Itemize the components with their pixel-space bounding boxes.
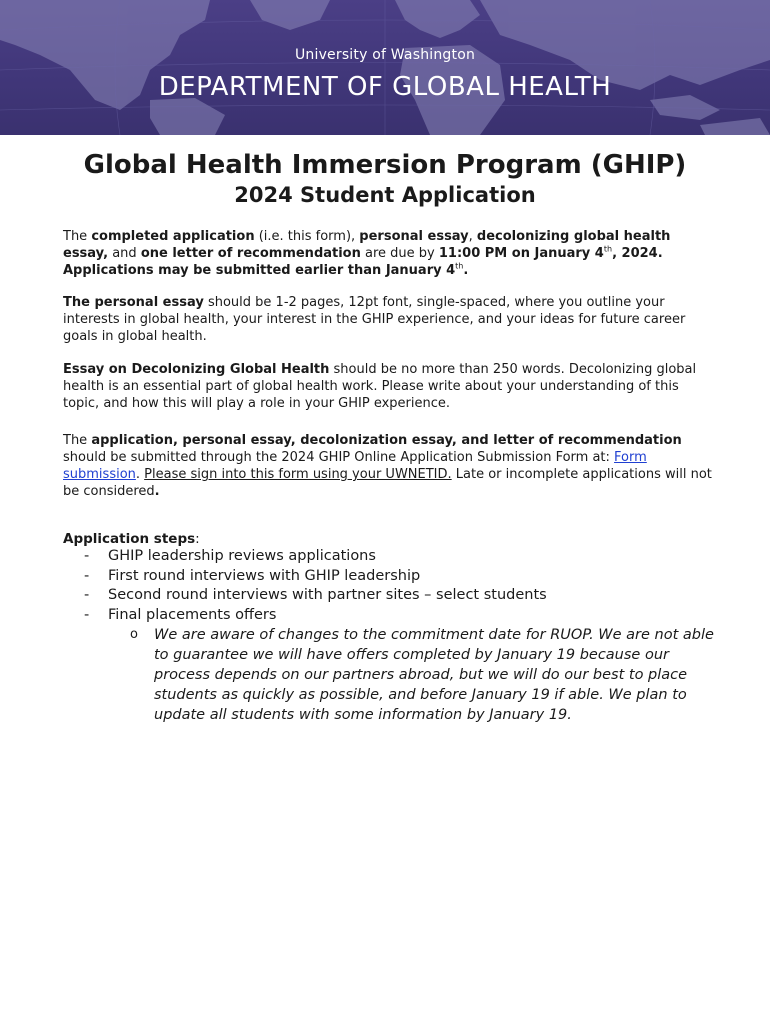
intro-deadline: 11:00 PM on January 4 (438, 246, 604, 261)
intro-text: are due by (360, 246, 439, 261)
submission-items: application, personal essay, decolonization essay, and letter of recommendation (91, 433, 682, 448)
intro-decolonizing-essay: decolonizing global health essay, (63, 229, 671, 261)
list-item (84, 586, 547, 605)
intro-completed-application: completed application (91, 229, 255, 244)
list-item (84, 567, 420, 586)
submission-text: . (135, 467, 145, 482)
decolonizing-essay-text: should be no more than 250 words. Decolonizing global health is an essential part of global health work. Please write about your understanding of this topic, and how this will play a role in your GHIP experience. (63, 362, 697, 411)
ordinal-suffix: th (603, 244, 613, 254)
uwnetid-notice: Please sign into this form using your UWNETID. (144, 467, 452, 482)
world-map-background (0, 0, 770, 135)
steps-heading-colon: : (195, 531, 200, 547)
intro-paragraph (63, 228, 713, 279)
submission-paragraph (63, 432, 713, 500)
submission-text: should be submitted through the 2024 GHIP Online Application Submission Form at: (63, 450, 615, 465)
personal-essay-paragraph (63, 294, 713, 345)
page-subtitle: 2024 Student Application (234, 183, 536, 207)
step-text: Final placements offers (108, 607, 277, 623)
dash-bullet: - (84, 548, 90, 564)
intro-text: The (63, 229, 92, 244)
list-item (84, 547, 376, 566)
header-banner (0, 0, 770, 135)
form-submission-link[interactable]: Form submission (63, 450, 647, 482)
list-item (84, 606, 276, 625)
submission-period: . (154, 484, 160, 499)
step-text: First round interviews with GHIP leadership (108, 568, 421, 584)
circle-bullet: o (130, 627, 138, 642)
dash-bullet: - (84, 607, 90, 623)
intro-text: (i.e. this form), (254, 229, 360, 244)
personal-essay-text: should be 1-2 pages, 12pt font, single-spaced, where you outline your interests in global health, your interest in the GHIP experience, and your ideas for future career goals in global health. (63, 295, 686, 344)
personal-essay-heading: The personal essay (63, 295, 204, 310)
dash-bullet: - (84, 568, 90, 584)
placement-note-text: We are aware of changes to the commitment date for RUOP. We are not able to guarantee we will have offers completed by January 19 because our process depends on our partners abroad, but we will do our best to place students as quickly as possible, and before January 19 if able. We plan to update all students with some information by January 19. (154, 627, 714, 723)
intro-deadline-cont: , 2024. Applications may be submitted earlier than January 4 (63, 246, 663, 278)
intro-personal-essay: personal essay (359, 229, 469, 244)
intro-period: . (463, 263, 469, 278)
step-text: GHIP leadership reviews applications (108, 548, 376, 564)
page-title: Global Health Immersion Program (GHIP) (83, 150, 687, 180)
department-name: DEPARTMENT OF GLOBAL HEALTH (158, 72, 612, 102)
intro-text: , (468, 229, 477, 244)
steps-heading-label: Application steps (63, 531, 196, 547)
dash-bullet: - (84, 587, 90, 603)
submission-text: The (63, 433, 92, 448)
decolonizing-essay-paragraph (63, 361, 713, 412)
step-text: Second round interviews with partner sites – select students (108, 587, 547, 603)
steps-heading (63, 531, 200, 547)
intro-text: and (108, 246, 141, 261)
intro-letter: one letter of recommendation (140, 246, 361, 261)
ordinal-suffix: th (455, 261, 464, 271)
decolonizing-essay-heading: Essay on Decolonizing Global Health (63, 362, 330, 377)
submission-text: Late or incomplete applications will not be considered (63, 467, 712, 499)
university-name: University of Washington (294, 47, 476, 63)
